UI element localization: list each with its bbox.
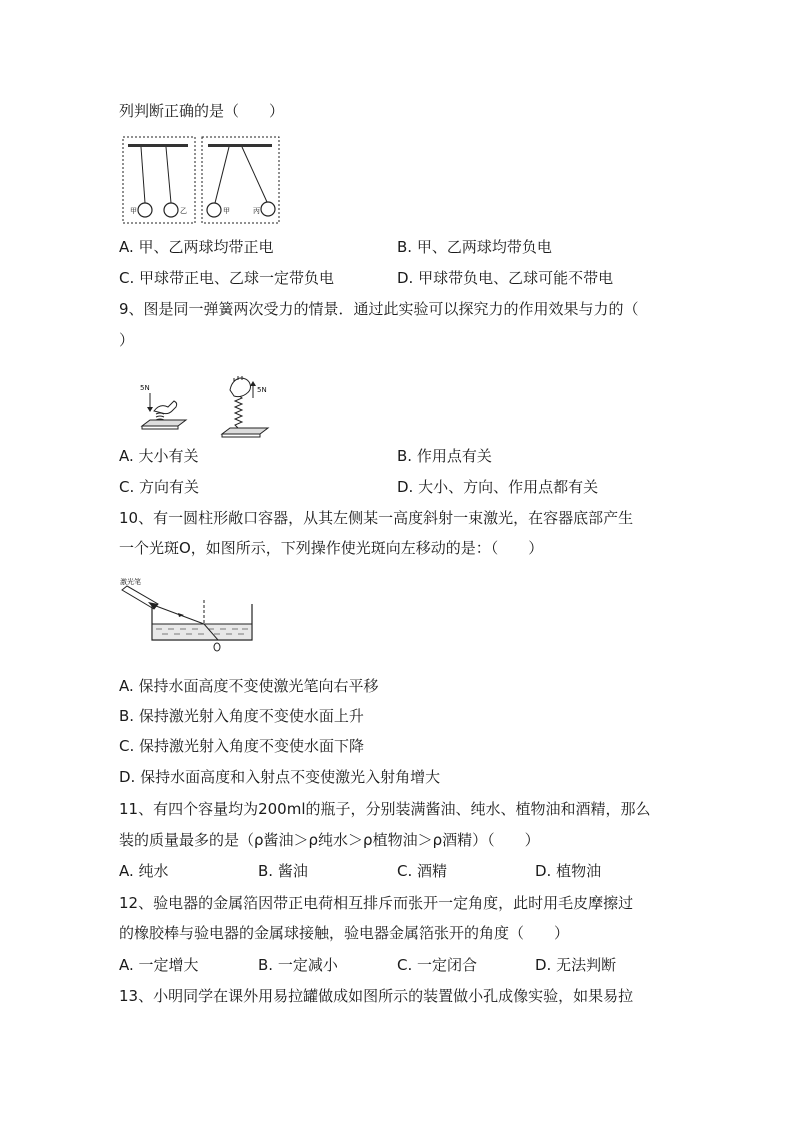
- q10-option-d: D. 保持水面高度和入射点不变使激光入射角增大: [119, 768, 441, 786]
- q9-option-a: A. 大小有关: [119, 447, 199, 465]
- q12-stem-line1: 12、验电器的金属箔因带正电荷相互排斥而张开一定角度，此时用毛皮摩擦过: [119, 894, 634, 912]
- q8-option-d: D. 甲球带负电、乙球可能不带电: [397, 269, 614, 287]
- q9-figure-spring: [138, 376, 278, 441]
- q9-option-b: B. 作用点有关: [397, 447, 492, 465]
- q12-option-d: D. 无法判断: [535, 956, 617, 974]
- q9-option-d: D. 大小、方向、作用点都有关: [397, 478, 599, 496]
- q11-option-d: D. 植物油: [535, 862, 602, 880]
- q10-stem-line1: 10、有一圆柱形敞口容器，从其左侧某一高度斜射一束激光，在容器底部产生: [119, 509, 634, 527]
- q12-stem-line2: 的橡胶棒与验电器的金属球接触，验电器金属箔张开的角度（ ）: [119, 924, 570, 942]
- q12-option-c: C. 一定闭合: [397, 956, 478, 974]
- q8-option-a: A. 甲、乙两球均带正电: [119, 238, 274, 256]
- q8-label-jia-left: 甲: [130, 207, 137, 215]
- q9-stem-line2: ）: [119, 331, 135, 349]
- q11-option-b: B. 酱油: [258, 862, 308, 880]
- q8-option-c: C. 甲球带正电、乙球一定带负电: [119, 269, 335, 287]
- q10-option-c: C. 保持激光射入角度不变使水面下降: [119, 737, 365, 755]
- q8-label-jia-right: 甲: [223, 207, 230, 215]
- q11-stem-line2: 装的质量最多的是（ρ酱油＞ρ纯水＞ρ植物油＞ρ酒精）（ ）: [119, 831, 540, 849]
- q11-option-a: A. 纯水: [119, 862, 169, 880]
- q11-option-c: C. 酒精: [397, 862, 448, 880]
- q12-option-b: B. 一定减小: [258, 956, 338, 974]
- q13-stem-line1: 13、小明同学在课外用易拉罐做成如图所示的装置做小孔成像实验，如果易拉: [119, 987, 634, 1005]
- q10-option-b: B. 保持激光射入角度不变使水面上升: [119, 707, 364, 725]
- q8-stem-tail: 列判断正确的是（ ）: [119, 102, 285, 120]
- q9-option-c: C. 方向有关: [119, 478, 200, 496]
- q8-option-b: B. 甲、乙两球均带负电: [397, 238, 552, 256]
- q9-force-right-label: 5N: [257, 386, 267, 394]
- q9-stem-line1: 9、图是同一弹簧两次受力的情景．通过此实验可以探究力的作用效果与力的（: [119, 300, 639, 318]
- q11-stem-line1: 11、有四个容量均为200ml的瓶子，分别装满酱油、纯水、植物油和酒精，那么: [119, 800, 651, 818]
- q12-option-a: A. 一定增大: [119, 956, 199, 974]
- q10-stem-line2: 一个光斑O，如图所示，下列操作使光斑向左移动的是：（ ）: [119, 539, 544, 557]
- q10-pen-label: 激光笔: [120, 578, 141, 586]
- q9-force-left-label: 5N: [140, 384, 150, 392]
- q8-label-yi: 乙: [180, 207, 187, 215]
- q8-figure-suspended-balls: [122, 136, 282, 226]
- q8-label-bing: 丙: [253, 207, 260, 215]
- q10-option-a: A. 保持水面高度不变使激光笔向右平移: [119, 677, 379, 695]
- q10-figure-laser-container: [118, 574, 264, 654]
